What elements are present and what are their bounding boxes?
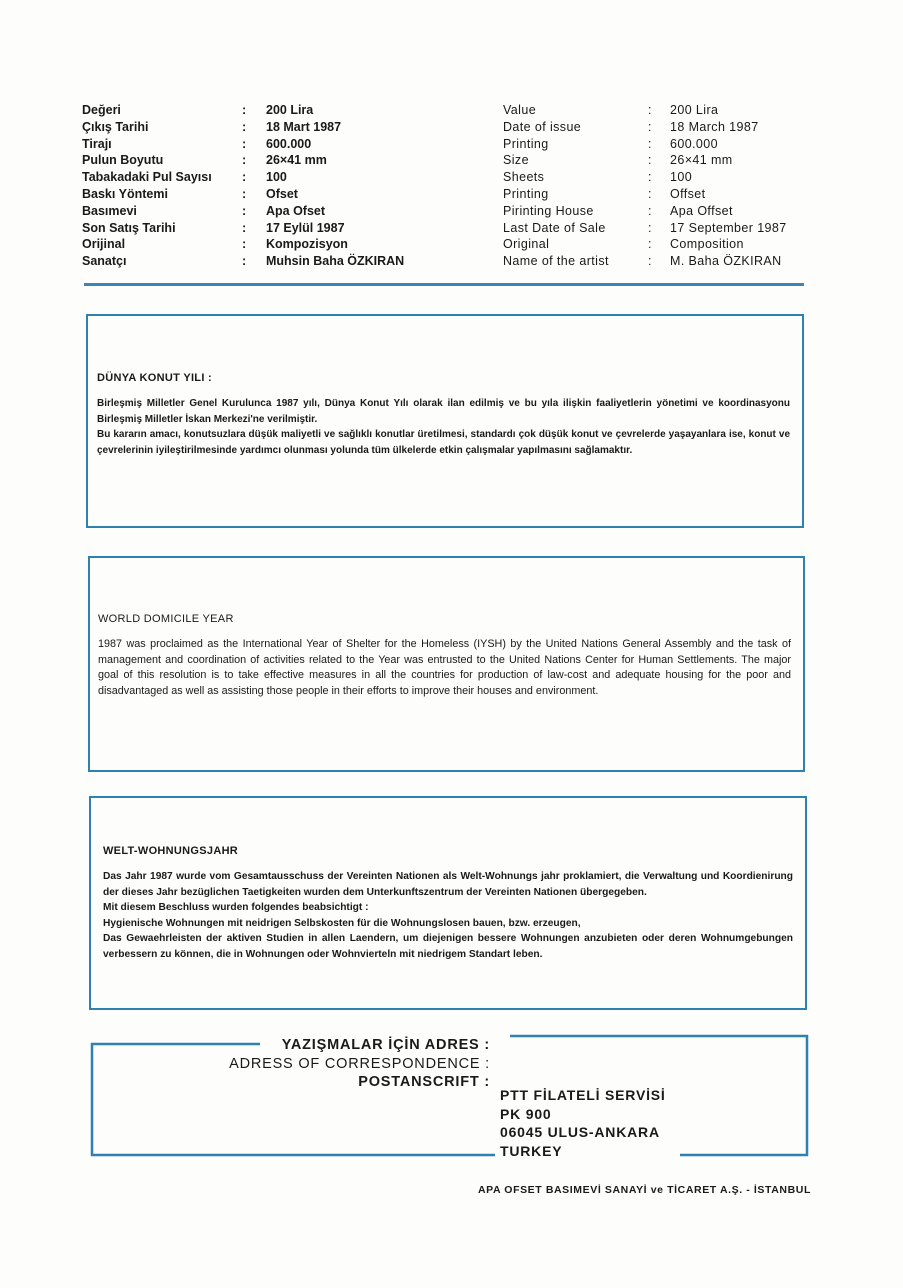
spec-row [503,253,787,270]
spec-value: 100 [670,170,693,185]
spec-value: 600.000 [266,136,312,151]
spec-colon: : [648,186,652,201]
spec-value: 18 Mart 1987 [266,119,342,134]
box-heading: DÜNYA KONUT YILI : [97,372,213,384]
spec-row [82,186,404,203]
spec-row [82,253,404,270]
spec-label: Çıkış Tarihi [82,119,149,134]
divider-rule [84,283,804,286]
spec-row [503,102,787,119]
box-paragraph: Bu kararın amacı, konutsuzlara düşük maliyetli ve sağlıklı konutlar üretilmesi, standardı çok düşük konut ve çevrelerde yaşayanlara ise, konut ve çevrelerinin iyileştirilmesinde yardımcı olunması yolunda tüm ülkelerde etkin çalışmalar yapılmasını sağlamaktır. [97,429,790,456]
spec-value: 200 Lira [266,103,314,117]
spec-value: Kompozisyon [266,237,348,252]
text-box-german [89,796,807,1010]
box-paragraph: Das Gewaehrleisten der aktiven Studien in allen Laendern, um diejenigen bessere Wohnungen anzubieten oder deren Wohnumgebungen verbessern zu können, die in Wohnungen oder Wohnvierteln mit niedrigem Standart leben. [103,933,793,960]
spec-value: Apa Ofset [266,203,326,218]
spec-value: Composition [670,237,744,252]
spec-label: Baskı Yöntemi [82,186,168,201]
spec-colon: : [242,186,247,201]
printer-footer: APA OFSET BASIMEVİ SANAYİ ve TİCARET A.Ş. - İSTANBUL [477,1184,811,1196]
address-destination [500,1086,666,1160]
spec-label: Pirinting House [503,203,594,218]
address-line: PTT FİLATELİ SERVİSİ [500,1087,666,1103]
spec-colon: : [648,203,652,218]
text-box-turkish [86,314,804,528]
spec-label: Orijinal [82,237,126,252]
spec-label: Original [503,237,550,252]
spec-colon: : [242,170,247,185]
spec-row [503,152,787,169]
spec-value: 200 Lira [670,103,719,117]
address-line: 06045 ULUS-ANKARA [500,1124,660,1140]
text-box-english [88,556,805,772]
spec-colon: : [648,119,652,134]
spec-label: Tabakadaki Pul Sayısı [82,170,212,185]
spec-value: Muhsin Baha ÖZKIRAN [266,254,405,269]
spec-label: Date of issue [503,119,582,134]
spec-colon: : [648,170,652,185]
spec-label: Değeri [82,103,121,117]
spec-value: M. Baha ÖZKIRAN [670,254,782,269]
spec-colon: : [648,153,652,168]
box-heading: WORLD DOMICILE YEAR [98,613,234,625]
spec-row [503,136,787,153]
spec-label: Basımevi [82,203,137,218]
box-paragraph: 1987 was proclaimed as the International Year of Shelter for the Homeless (IYSH) by the United Nations General Assembly and the task of management and coordination of activities related to the Year was entrusted to the United Nations Center for Human Settlements. The major goal of this resolution is to take effective measures in all the countries for production of law-cost and adequate housing for the poor and disadvantaged as well as assisting those people in their efforts to improve their houses and environment. [98,638,791,697]
address-line: TURKEY [500,1142,563,1159]
spec-colon: : [242,103,247,117]
spec-colon: : [648,237,652,252]
spec-value: 17 Eylül 1987 [266,220,345,235]
spec-colon: : [242,220,247,235]
spec-row [82,236,404,253]
spec-label: Pulun Boyutu [82,153,164,168]
spec-colon: : [242,153,247,168]
spec-row [503,186,787,203]
spec-value: Offset [670,186,706,201]
spec-colon: : [242,237,247,252]
spec-row [82,220,404,237]
spec-colon: : [648,136,652,151]
spec-value: 600.000 [670,136,718,151]
address-label-de: POSTANSCRIFT : [358,1074,490,1090]
spec-colon: : [242,254,247,269]
spec-value: Apa Offset [670,203,733,218]
spec-row [503,169,787,186]
address-label-en: ADRESS OF CORRESPONDENCE : [229,1055,490,1072]
spec-value: 18 March 1987 [670,119,759,134]
spec-label: Name of the artist [503,254,609,269]
spec-label: Son Satış Tarihi [82,220,176,235]
spec-value: Ofset [266,186,298,201]
box-paragraph: Hygienische Wohnungen mit neidrigen Selbskosten für die Wohnungslosen bauen, bzw. erzeugen, [103,917,581,929]
spec-colon: : [242,136,247,151]
spec-row [503,236,787,253]
spec-row [503,220,787,237]
spec-colon: : [648,254,652,269]
spec-row [82,169,404,186]
spec-label: Sanatçı [82,254,127,269]
box-heading: WELT-WOHNUNGSJAHR [103,845,239,857]
spec-value: 100 [266,170,287,185]
spec-row [503,203,787,220]
spec-label: Value [503,103,537,117]
spec-value: 26×41 mm [266,153,327,168]
spec-label: Printing [503,136,549,151]
address-line: PK 900 [500,1105,552,1122]
spec-row [82,152,404,169]
spec-colon: : [648,103,652,117]
spec-row [82,119,404,136]
spec-value: 17 September 1987 [670,220,787,235]
spec-label: Tirajı [82,136,112,151]
spec-colon: : [648,220,652,235]
address-label-tr: YAZIŞMALAR İÇİN ADRES : [281,1037,490,1053]
specs-turkish [82,102,404,270]
spec-label: Sheets [503,170,545,185]
box-paragraph: Birleşmiş Milletler Genel Kurulunca 1987 yılı, Dünya Konut Yılı olarak ilan edilmiş ve bu yıla ilişkin faaliyetlerin yönetimi ve koordinasyonu Birleşmiş Milletler İskan Merkezi'ne verilmiştir. [97,398,790,425]
address-labels [229,1036,490,1092]
spec-row [82,102,404,119]
spec-colon: : [242,203,247,218]
spec-colon: : [242,119,247,134]
spec-row [82,136,404,153]
spec-label: Last Date of Sale [503,220,606,235]
spec-label: Printing [503,186,549,201]
specs-english [503,102,787,270]
spec-row [503,119,787,136]
spec-value: 26×41 mm [670,153,733,168]
box-paragraph: Das Jahr 1987 wurde vom Gesamtausschuss der Vereinten Nationen als Welt-Wohnungs jahr proklamiert, die Verwaltung und Koordienirung der dieses Jahr bezüglichen Taetigkeiten wurden dem Unterkunftszentrum der Vereinten Nationen übergegeben. [103,871,793,898]
spec-label: Size [503,153,529,168]
box-paragraph: Mit diesem Beschluss wurden folgendes beabsichtigt : [103,902,369,914]
spec-row [82,203,404,220]
